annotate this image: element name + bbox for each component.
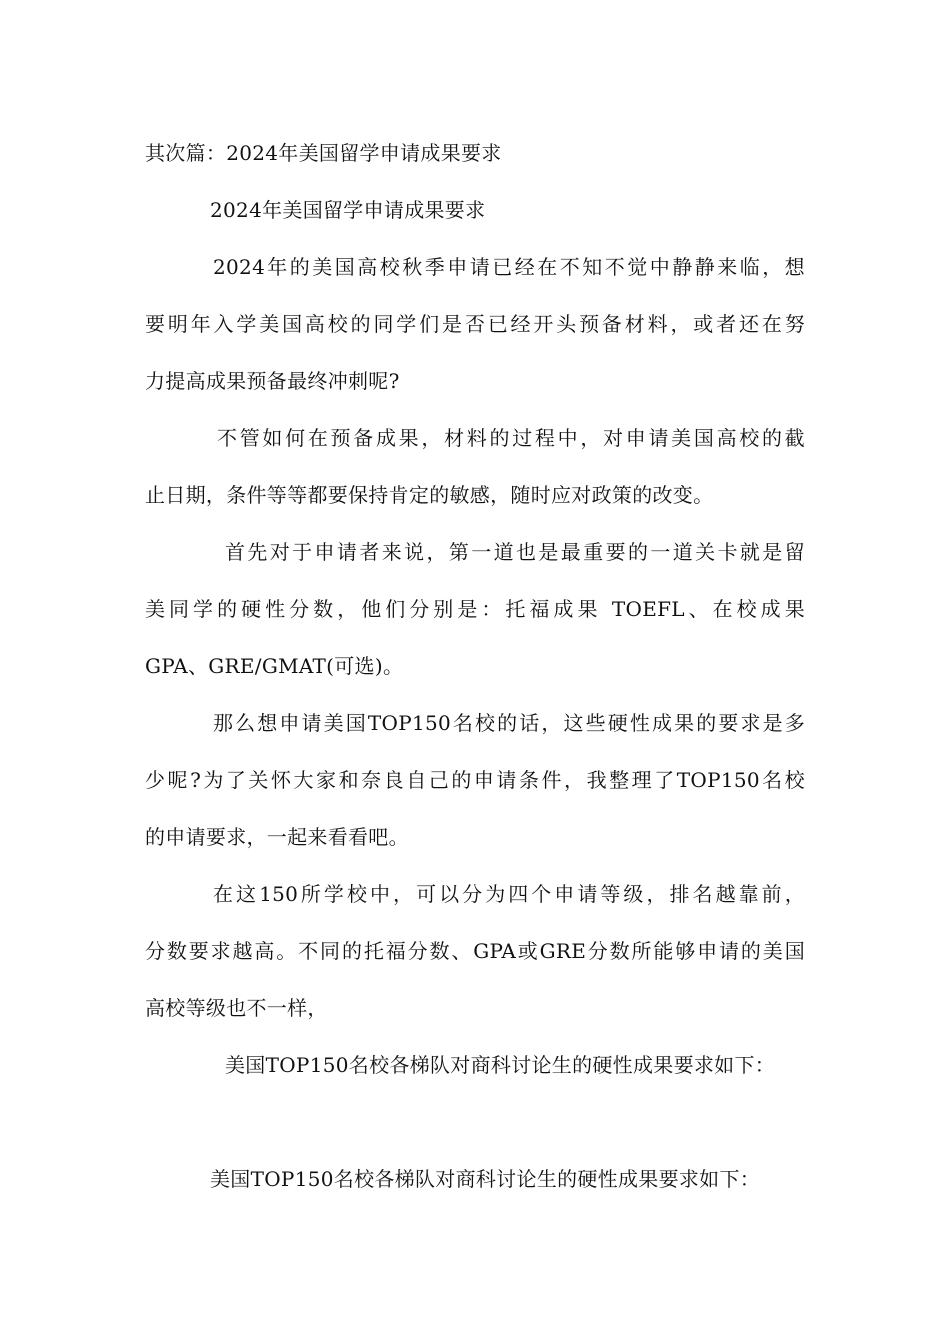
paragraph-line: 止日期，条件等等都要保持肯定的敏感，随时应对政策的改变。 — [145, 483, 714, 507]
paragraph-line: 在这150所学校中，可以分为四个申请等级，排名越靠前， — [213, 882, 805, 906]
paragraph-line: 高校等级也不一样， — [145, 996, 328, 1020]
paragraph-line: 美国TOP150名校各梯队对商科讨论生的硬性成果要求如下： — [225, 1053, 776, 1077]
paragraph-line: 那么想申请美国TOP150名校的话，这些硬性成果的要求是多 — [213, 711, 805, 735]
paragraph-line: 分数要求越高。不同的托福分数、GPA或GRE分数所能够申请的美国 — [145, 939, 805, 963]
paragraph-line: 美同学的硬性分数，他们分别是：托福成果 TOEFL、在校成果 — [145, 597, 805, 621]
section-heading: 其次篇：2024年美国留学申请成果要求 — [145, 141, 502, 165]
paragraph-line: 要明年入学美国高校的同学们是否已经开头预备材料，或者还在努 — [145, 312, 805, 336]
paragraph-line: 首先对于申请者来说，第一道也是最重要的一道关卡就是留 — [225, 540, 805, 564]
paragraph-line: 2024年的美国高校秋季申请已经在不知不觉中静静来临，想 — [213, 255, 805, 279]
paragraph-line: 少呢?为了关怀大家和奈良自己的申请条件，我整理了TOP150名校 — [145, 768, 805, 792]
paragraph-line: 美国TOP150名校各梯队对商科讨论生的硬性成果要求如下： — [210, 1167, 761, 1191]
paragraph-line: GPA、GRE/GMAT(可选)。 — [145, 654, 404, 678]
paragraph-line: 力提高成果预备最终冲刺呢? — [145, 369, 400, 393]
paragraph-line: 不管如何在预备成果，材料的过程中，对申请美国高校的截 — [217, 426, 805, 450]
paragraph-line: 的申请要求，一起来看看吧。 — [145, 825, 409, 849]
article-title: 2024年美国留学申请成果要求 — [210, 198, 486, 222]
